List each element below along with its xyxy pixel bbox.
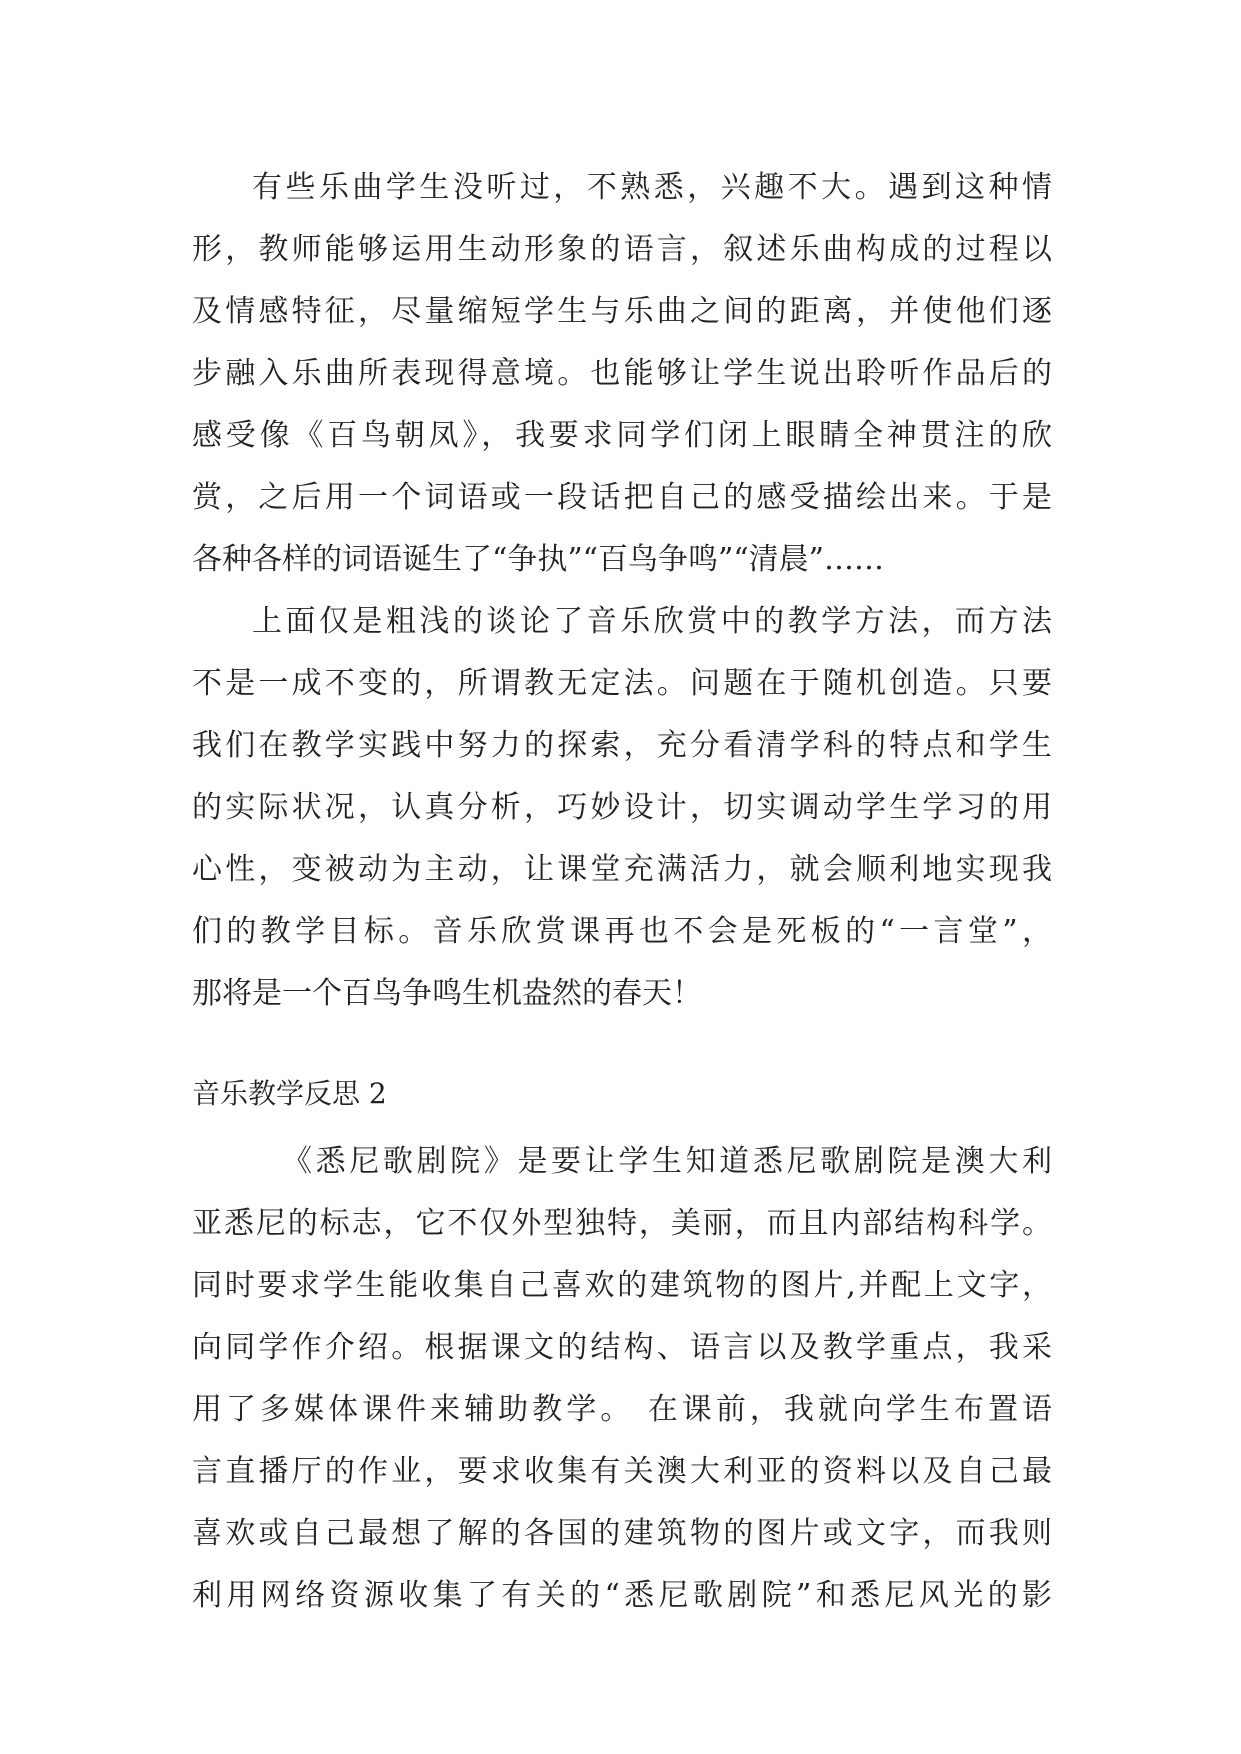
paragraph-line: 喜欢或自己最想了解的各国的建筑物的图片或文字，而我则 xyxy=(192,1516,1052,1551)
paragraph-line: 步融入乐曲所表现得意境。也能够让学生说出聆听作品后的 xyxy=(192,356,1052,391)
paragraph-line: 形，教师能够运用生动形象的语言，叙述乐曲构成的过程以 xyxy=(192,232,1052,267)
paragraph-line: 我们在教学实践中努力的探索，充分看清学科的特点和学生 xyxy=(192,728,1052,763)
paragraph-line: 上面仅是粗浅的谈论了音乐欣赏中的教学方法，而方法 xyxy=(252,604,1052,639)
paragraph-line: 亚悉尼的标志，它不仅外型独特，美丽，而且内部结构科学。 xyxy=(192,1206,1052,1241)
paragraph-line: 言直播厅的作业，要求收集有关澳大利亚的资料以及自己最 xyxy=(192,1454,1052,1489)
paragraph-line: 向同学作介绍。根据课文的结构、语言以及教学重点，我采 xyxy=(192,1330,1052,1365)
paragraph-line: 利用网络资源收集了有关的“悉尼歌剧院”和悉尼风光的影 xyxy=(192,1578,1052,1613)
paragraph-line: 不是一成不变的，所谓教无定法。问题在于随机创造。只要 xyxy=(192,666,1052,701)
paragraph-line: 同时要求学生能收集自己喜欢的建筑物的图片,并配上文字， xyxy=(192,1268,1052,1303)
paragraph-line: 的实际状况，认真分析，巧妙设计，切实调动学生学习的用 xyxy=(192,790,1052,825)
paragraph-line: 们的教学目标。音乐欣赏课再也不会是死板的“一言堂”， xyxy=(192,914,1052,949)
paragraph-line: 用了多媒体课件来辅助教学。 在课前，我就向学生布置语 xyxy=(192,1392,1052,1427)
paragraph-line: 赏，之后用一个词语或一段话把自己的感受描绘出来。于是 xyxy=(192,480,1052,515)
section-heading: 音乐教学反思 2 xyxy=(192,1077,387,1110)
paragraph-line: 感受像《百鸟朝凤》，我要求同学们闭上眼睛全神贯注的欣 xyxy=(192,418,1052,453)
paragraph-line: 心性，变被动为主动，让课堂充满活力，就会顺利地实现我 xyxy=(192,852,1052,887)
paragraph-line: 《悉尼歌剧院》是要让学生知道悉尼歌剧院是澳大利 xyxy=(282,1144,1052,1179)
paragraph-line: 有些乐曲学生没听过，不熟悉，兴趣不大。遇到这种情 xyxy=(252,170,1052,205)
paragraph-line: 及情感特征，尽量缩短学生与乐曲之间的距离，并使他们逐 xyxy=(192,294,1052,329)
paragraph-line: 各种各样的词语诞生了“争执”“百鸟争鸣”“清晨”…… xyxy=(192,542,885,577)
paragraph-line: 那将是一个百鸟争鸣生机盎然的春天！ xyxy=(192,976,702,1011)
